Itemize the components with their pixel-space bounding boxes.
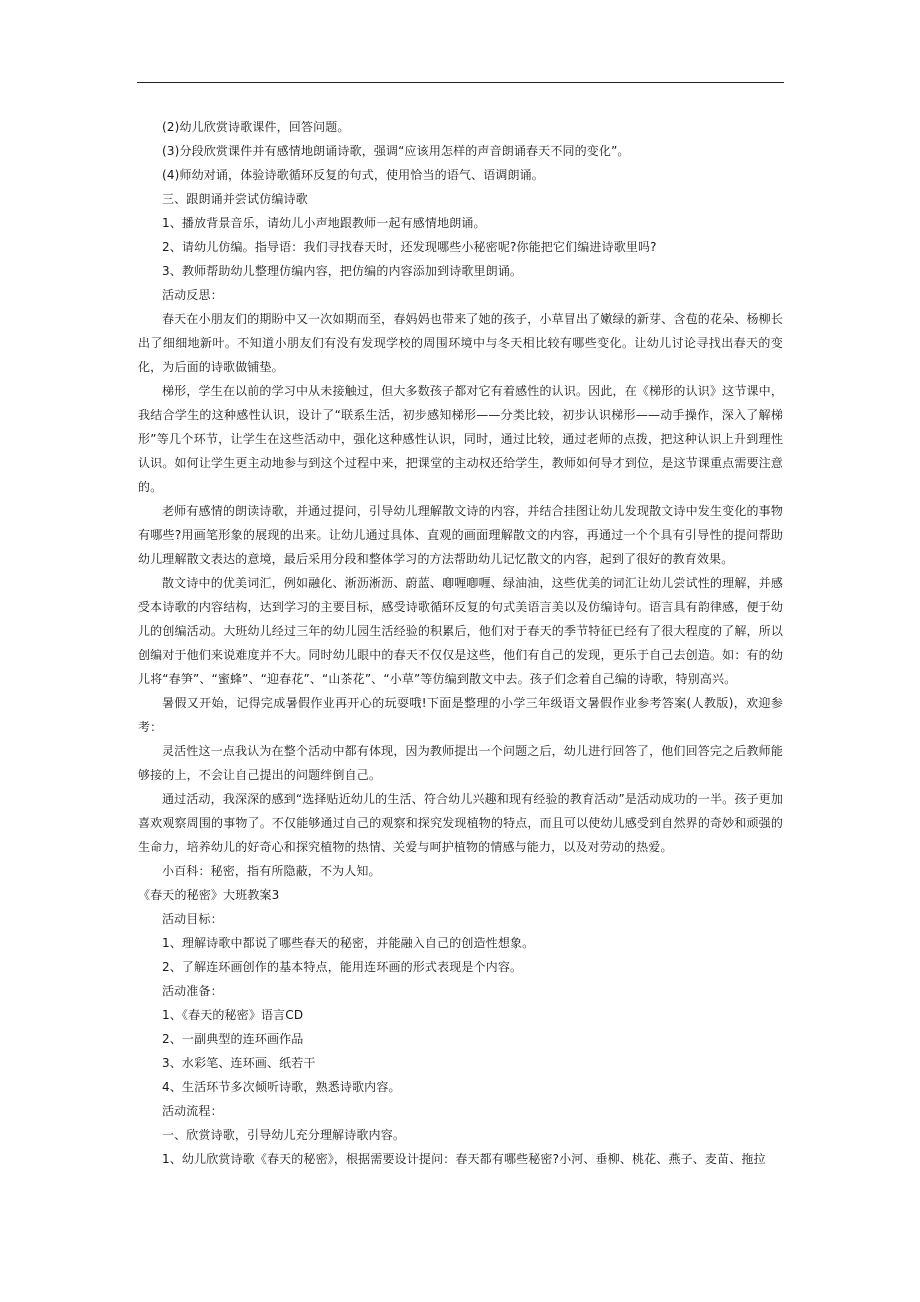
paragraph: 灵活性这一点我认为在整个活动中都有体现，因为教师提出一个问题之后，幼儿进行回答了，他们回答完之后教师能够接的上，不会让自己提出的问题绊倒自己。: [138, 744, 783, 782]
section-heading: 《春天的秘密》大班教案3: [138, 888, 280, 902]
paragraph: 活动流程：: [162, 1104, 223, 1118]
paragraph: 1、播放背景音乐，请幼儿小声地跟教师一起有感情地朗诵。: [162, 216, 486, 230]
paragraph: 散文诗中的优美词汇，例如融化、淅沥淅沥、蔚蓝、喞喱喞喱、绿油油，这些优美的词汇让幼儿尝试性的理解，并感受本诗歌的内容结构，达到学习的主要目标，感受诗歌循环反复的句式美语言美以及仿编诗句。语言具有韵律感，便于幼儿的创编活动。大班幼儿经过三年的幼儿园生活经验的积累后，他们对于春天的季节特征已经有了很大程度的了解，所以创编对于他们来说难度并不大。同时幼儿眼中的春天不仅仅是这些，他们有自己的发现，更乐于自己去创造。如：有的幼儿将“春笋”、“蜜蜂”、“迎春花”、“山茶花”、“小草”等仿编到散文中去。孩子们念着自己编的诗歌，特别高兴。: [138, 576, 783, 686]
paragraph: 通过活动，我深深的感到“选择贴近幼儿的生活、符合幼儿兴趣和现有经验的教育活动”是活动成功的一半。孩子更加喜欢观察周围的事物了。不仅能够通过自己的观察和探究发现植物的特点，而且可以使幼儿感受到自然界的奇妙和顽强的生命力，培养幼儿的好奇心和探究植物的热情、关爱与呵护植物的情感与能力，以及对劳动的热爱。: [138, 792, 783, 854]
paragraph: 梯形，学生在以前的学习中从未接触过，但大多数孩子都对它有着感性的认识。因此，在《梯形的认识》这节课中，我结合学生的这种感性认识，设计了“联系生活，初步感知梯形——分类比较，初步认识梯形——动手操作，深入了解梯形”等几个环节，让学生在这些活动中，强化这种感性认识，同时，通过比较，通过老师的点拨，把这种认识上升到理性认识。如何让学生更主动地参与到这个过程中来，把课堂的主动权还给学生，教师如何导才到位，是这节课重点需要注意的。: [138, 384, 783, 494]
paragraph: 春天在小朋友们的期盼中又一次如期而至，春妈妈也带来了她的孩子，小草冒出了嫩绿的新芽、含苞的花朵、杨柳长出了细细地新叶。不知道小朋友们有没有发现学校的周围环境中与冬天相比较有哪些变化。让幼儿讨论寻找出春天的变化，为后面的诗歌做铺垫。: [138, 312, 783, 374]
paragraph: 小百科：秘密，指有所隐蔽，不为人知。: [162, 864, 381, 878]
paragraph: 1、幼儿欣赏诗歌《春天的秘密》，根据需要设计提问：春天都有哪些秘密?小河、垂柳、桃花、燕子、麦苗、拖拉: [162, 1152, 766, 1166]
paragraph: 活动目标：: [162, 912, 223, 926]
paragraph: 活动反思：: [162, 288, 223, 302]
document-body: [138, 115, 783, 1171]
paragraph: 2、一副典型的连环画作品: [162, 1032, 304, 1046]
paragraph: 一、欣赏诗歌，引导幼儿充分理解诗歌内容。: [162, 1128, 406, 1142]
paragraph: (3)分段欣赏课件并有感情地朗诵诗歌，强调“应该用怎样的声音朗诵春天不同的变化”。: [162, 144, 630, 158]
paragraph: (4)师幼对诵，体验诗歌循环反复的句式，使用恰当的语气、语调朗诵。: [162, 168, 544, 182]
paragraph: 2、了解连环画创作的基本特点，能用连环画的形式表现是个内容。: [162, 960, 523, 974]
paragraph: 2、请幼儿仿编。指导语：我们寻找春天时，还发现哪些小秘密呢?你能把它们编进诗歌里吗?: [162, 240, 657, 254]
paragraph: 3、水彩笔、连环画、纸若干: [162, 1056, 316, 1070]
paragraph: 活动准备：: [162, 984, 223, 998]
header-rule: [137, 82, 784, 83]
paragraph: 暑假又开始，记得完成暑假作业再开心的玩耍哦!下面是整理的小学三年级语文暑假作业参考答案(人教版)，欢迎参考：: [138, 696, 783, 734]
paragraph: (2)幼儿欣赏诗歌课件，回答问题。: [162, 120, 350, 134]
paragraph: 老师有感情的朗读诗歌，并通过提问，引导幼儿理解散文诗的内容，并结合挂图让幼儿发现散文诗中发生变化的事物有哪些?用画笔形象的展现的出来。让幼儿通过具体、直观的画面理解散文的内容，再通过一个个具有引导性的提问帮助幼儿理解散文表达的意境，最后采用分段和整体学习的方法帮助幼儿记忆散文的内容，起到了很好的教育效果。: [138, 504, 783, 566]
paragraph: 1、理解诗歌中都说了哪些春天的秘密，并能融入自己的创造性想象。: [162, 936, 535, 950]
paragraph: 三、跟朗诵并尝试仿编诗歌: [162, 192, 308, 206]
paragraph: 3、教师帮助幼儿整理仿编内容，把仿编的内容添加到诗歌里朗诵。: [162, 264, 523, 278]
paragraph: 1、《春天的秘密》语言CD: [162, 1008, 304, 1022]
paragraph: 4、生活环节多次倾听诗歌，熟悉诗歌内容。: [162, 1080, 401, 1094]
